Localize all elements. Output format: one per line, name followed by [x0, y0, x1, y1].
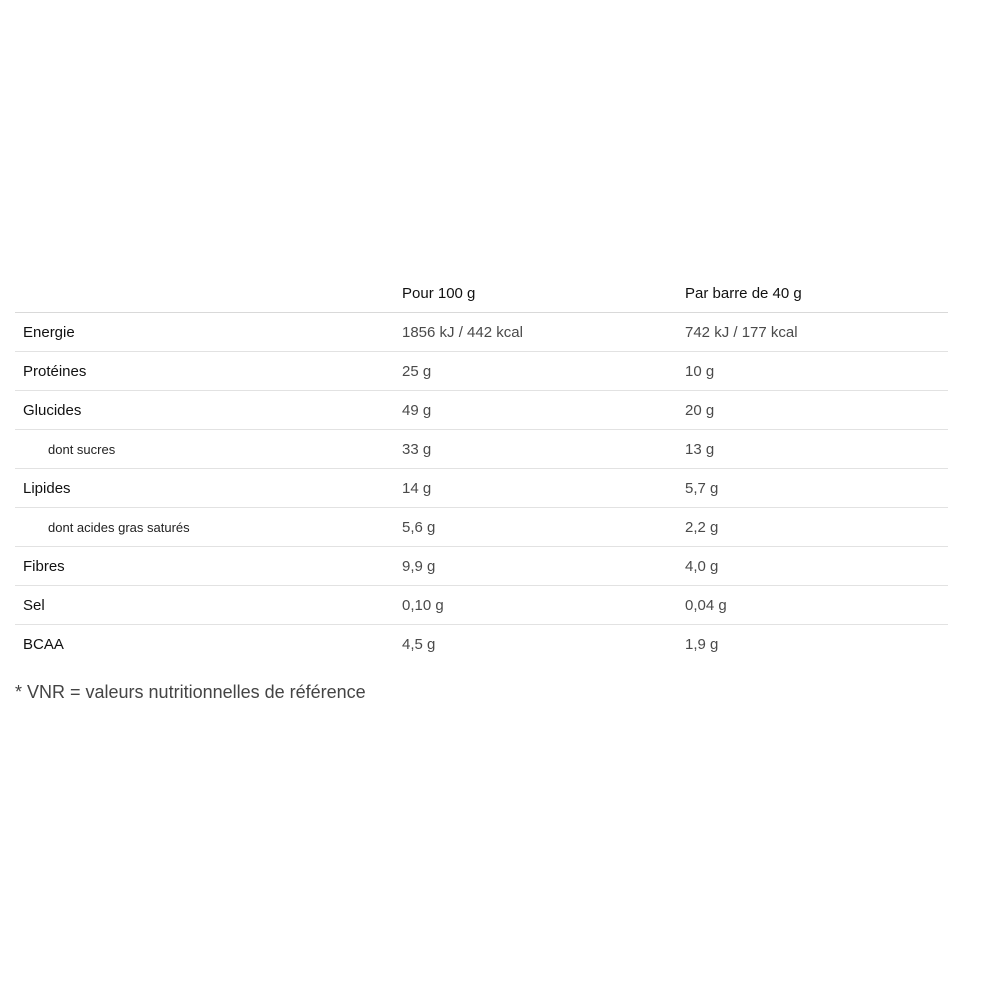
row-label: Sel: [15, 586, 394, 625]
row-value-per-bar: 20 g: [677, 391, 948, 430]
row-value-per-bar: 2,2 g: [677, 508, 948, 547]
row-value-per-bar: 10 g: [677, 352, 948, 391]
table-row: [15, 508, 948, 547]
table-row: [15, 547, 948, 586]
row-value-per-bar: 4,0 g: [677, 547, 948, 586]
table-row: [15, 391, 948, 430]
row-value-per-100g: 33 g: [394, 430, 677, 469]
header-per-bar: Par barre de 40 g: [677, 274, 948, 313]
footnote: * VNR = valeurs nutritionnelles de référence: [15, 682, 366, 702]
header-per-100g: Pour 100 g: [394, 274, 677, 313]
row-label: Lipides: [15, 469, 394, 508]
row-value-per-100g: 9,9 g: [394, 547, 677, 586]
nutrition-table: [15, 274, 948, 663]
row-sublabel: dont acides gras saturés: [15, 508, 394, 547]
table-row: [15, 352, 948, 391]
row-value-per-bar: 5,7 g: [677, 469, 948, 508]
row-sublabel: dont sucres: [15, 430, 394, 469]
table-row: [15, 625, 948, 664]
row-value-per-100g: 14 g: [394, 469, 677, 508]
row-value-per-bar: 13 g: [677, 430, 948, 469]
row-label: BCAA: [23, 635, 64, 653]
row-value-per-bar: 0,04 g: [677, 586, 948, 625]
row-label: Fibres: [15, 547, 394, 586]
header-row: [15, 274, 948, 313]
row-value-per-bar: 742 kJ / 177 kcal: [677, 313, 948, 352]
row-value-per-100g: 1856 kJ / 442 kcal: [394, 313, 677, 352]
row-value-per-100g: 0,10 g: [394, 586, 677, 625]
row-value-per-100g: 4,5 g: [402, 635, 436, 653]
row-label: Protéines: [15, 352, 394, 391]
row-label: Glucides: [15, 391, 394, 430]
table-row: [15, 313, 948, 352]
table-row: [15, 430, 948, 469]
table-body: [15, 313, 948, 664]
row-value-per-100g: 5,6 g: [394, 508, 677, 547]
table-header: [15, 274, 948, 313]
row-value-per-bar: 1,9 g: [685, 635, 719, 653]
row-value-per-100g: 25 g: [394, 352, 677, 391]
row-value-per-100g: 49 g: [394, 391, 677, 430]
row-label: Energie: [15, 313, 394, 352]
table-row: [15, 586, 948, 625]
header-label-column: [15, 274, 394, 313]
table-row: [15, 469, 948, 508]
